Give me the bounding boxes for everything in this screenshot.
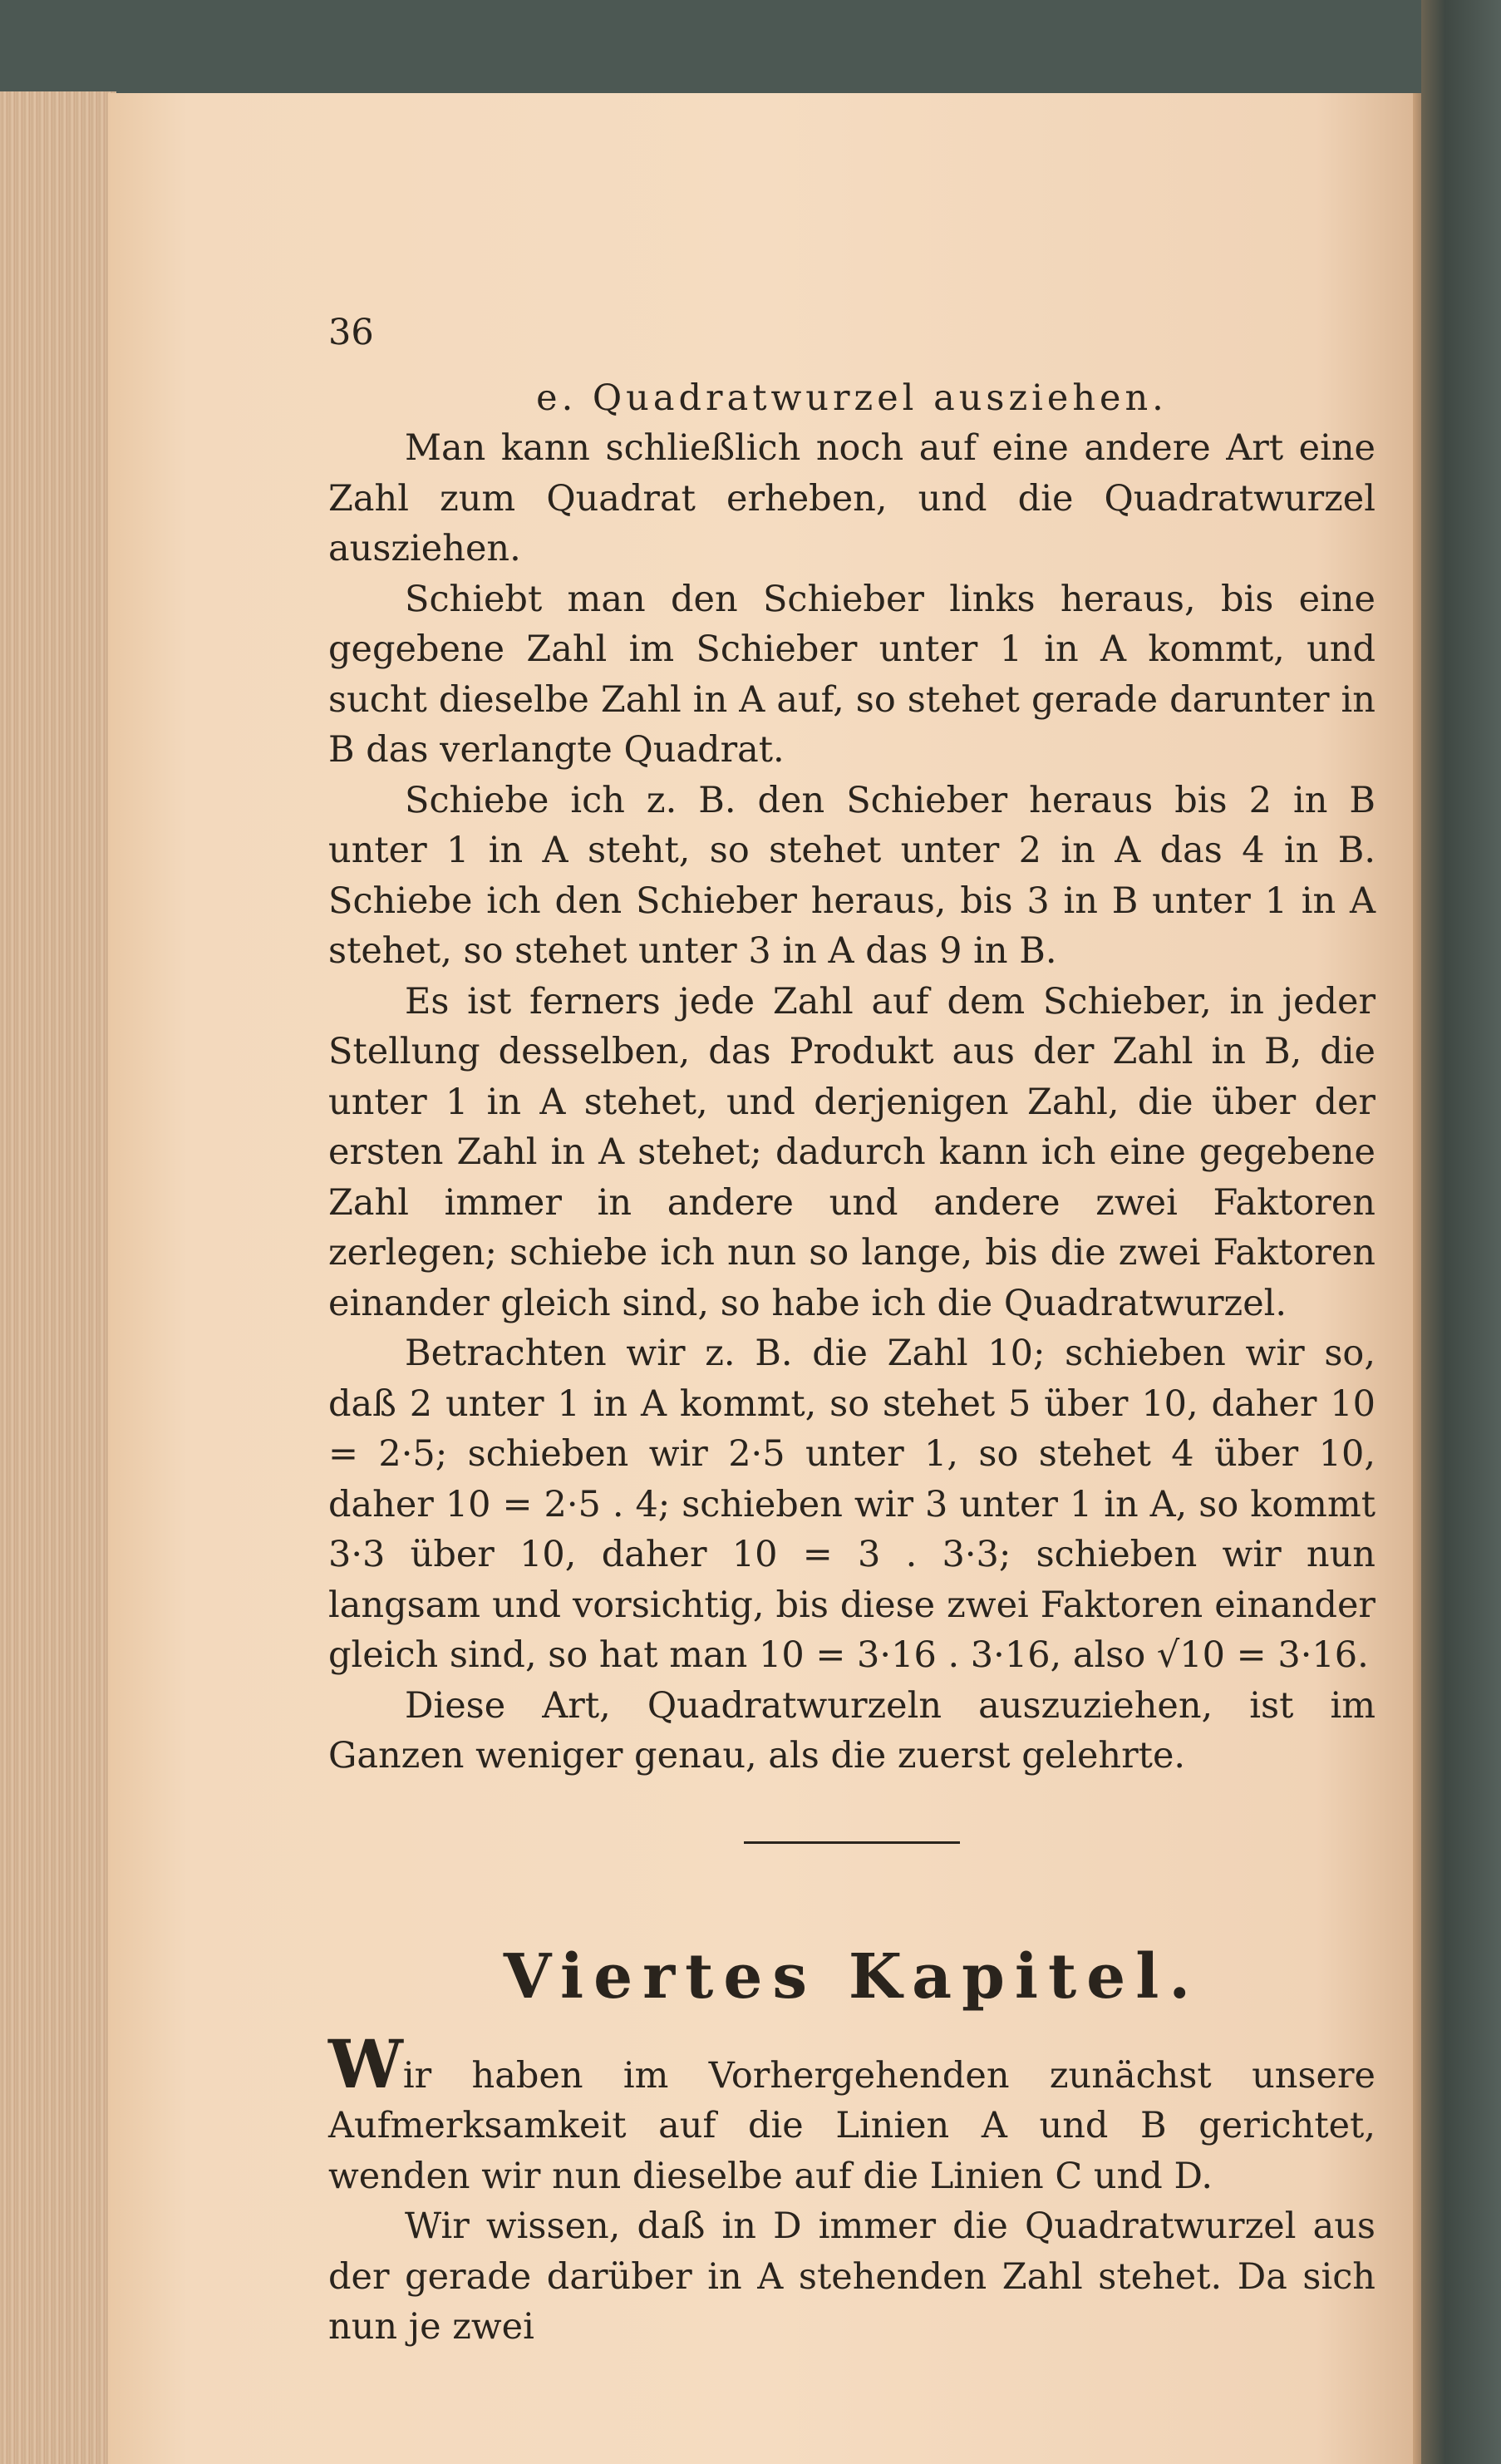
paragraph: Wir wissen, daß in D immer die Quadratwurzel aus der gerade darüber in A stehenden Zahl stehet. Da sich nun je zwei: [328, 2205, 1376, 2348]
paragraph: Betrachten wir z. B. die Zahl 10; schieben wir so, daß 2 unter 1 in A kommt, so stehet 5 über 10, daher 10 = 2·5; schieben wir 2·5 unter 1, so stehet 4 über 10, daher 10 = 2·5 . 4; schieben wir 3 unter 1 in A, so kommt 3·3 über 10, daher 10 = 3 . 3·3; schieben wir nun langsam und vorsichtig, bis diese zwei Faktoren einander gleich sind, so hat man 10 = 3·16 . 3·16, also √10 = 3·16.: [328, 1333, 1376, 1676]
chapter-first-paragraph: [328, 2024, 1376, 2202]
book-cover-right: [1421, 0, 1501, 2464]
section-divider: [744, 1841, 960, 1844]
book-cover-top: [0, 0, 1501, 100]
page-text: [328, 308, 1376, 2353]
section-heading: e. Quadratwurzel ausziehen.: [536, 377, 1168, 419]
paragraph: Diese Art, Quadratwurzeln auszuziehen, ist im Ganzen weniger genau, als die zuerst gelehrte.: [328, 1684, 1376, 1777]
paragraph: Man kann schließlich noch auf eine andere Art eine Zahl zum Quadrat erheben, und die Quadratwurzel ausziehen.: [328, 427, 1376, 569]
chapter-title: Viertes Kapitel.: [503, 1940, 1201, 2013]
paragraph: Schiebt man den Schieber links heraus, bis eine gegebene Zahl im Schieber unter 1 in A kommt, und sucht dieselbe Zahl in A auf, so stehet gerade darunter in B das verlangte Quadrat.: [328, 578, 1376, 771]
paragraph: Schiebe ich z. B. den Schieber heraus bis 2 in B unter 1 in A steht, so stehet unter 2 in A das 4 in B. Schiebe ich den Schieber heraus, bis 3 in B unter 1 in A stehet, so stehet unter 3 in A das 9 in B.: [328, 779, 1376, 972]
page-number: 36: [328, 312, 374, 353]
paragraph-text: ir haben im Vorhergehenden zunächst unsere Aufmerksamkeit auf die Linien A und B gerichtet, wenden wir nun dieselbe auf die Linien C und D.: [328, 2054, 1376, 2197]
paragraph: Es ist ferners jede Zahl auf dem Schieber, in jeder Stellung desselben, das Produkt aus der Zahl in B, die unter 1 in A stehet, und derjenigen Zahl, die über der ersten Zahl in A stehet; dadurch kann ich eine gegebene Zahl immer in andere und andere zwei Faktoren zerlegen; schiebe ich nun so lange, bis die zwei Faktoren einander gleich sind, so habe ich die Quadratwurzel.: [328, 980, 1376, 1324]
page-edges: [0, 91, 116, 2464]
drop-cap: W: [328, 2024, 403, 2103]
